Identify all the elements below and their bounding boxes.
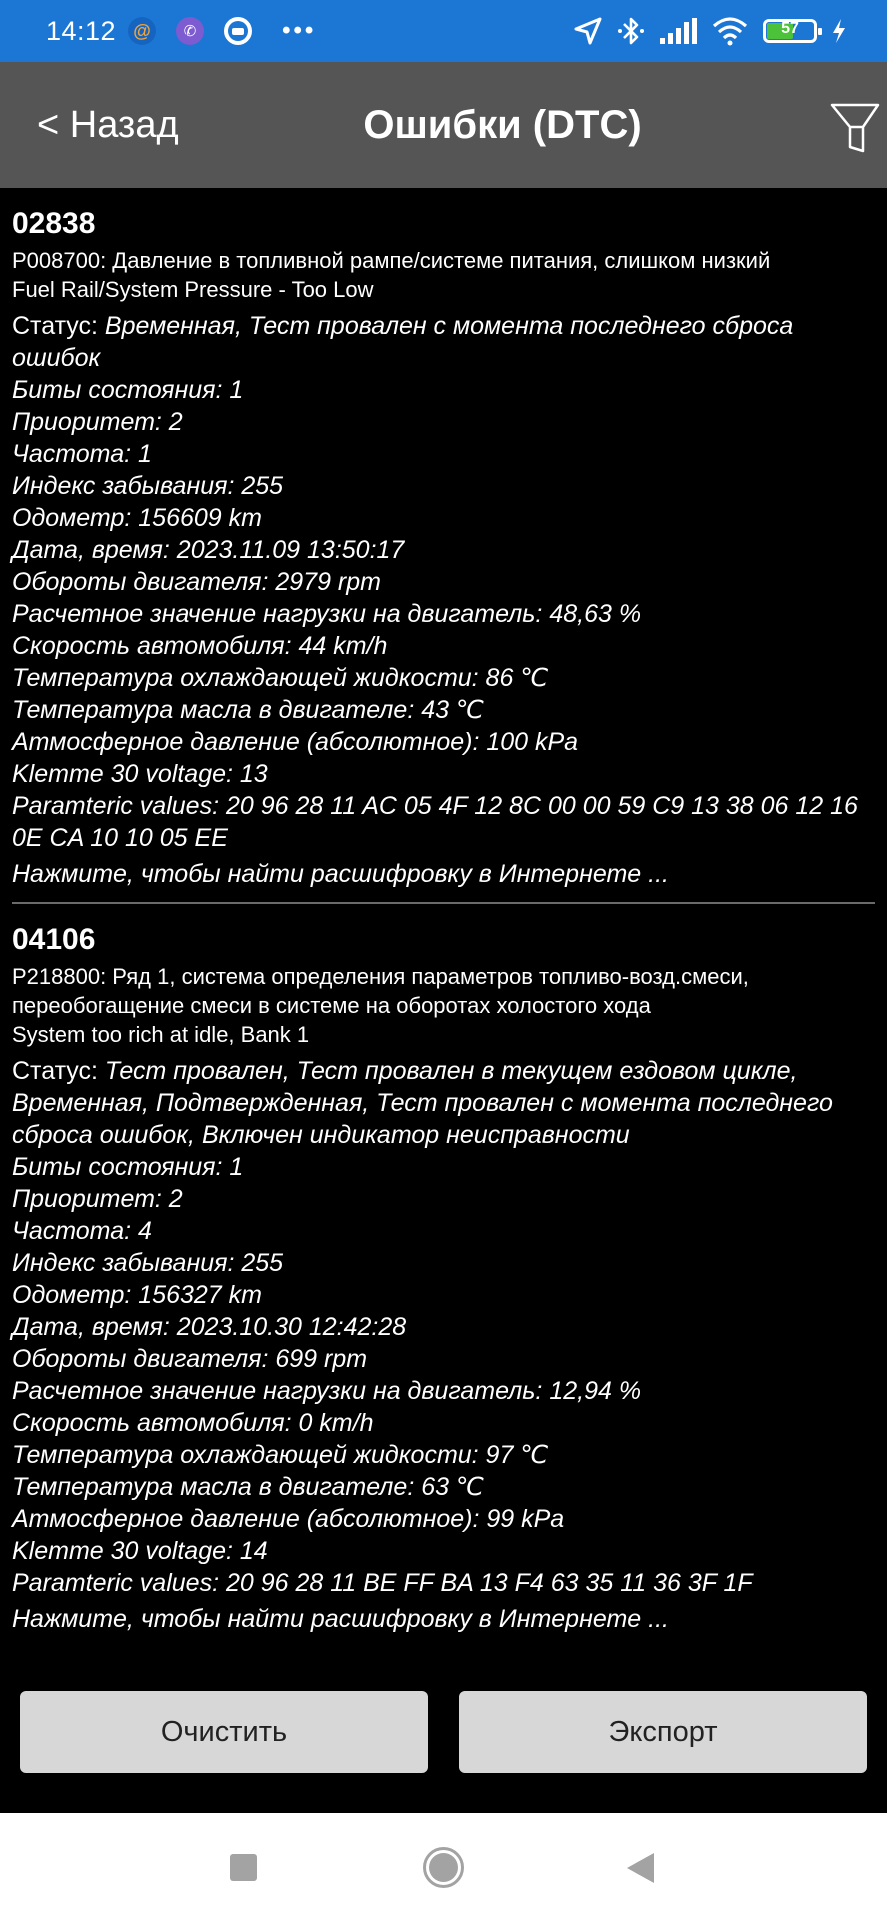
engine-load: Расчетное значение нагрузки на двигатель: 12,94 % [12,1377,642,1405]
engine-rpm: Обороты двигателя: 699 rpm [12,1345,368,1373]
battery-icon [763,19,817,43]
klemme-voltage: Klemme 30 voltage: 13 [12,760,268,788]
more-notifications-icon: ••• [282,17,317,44]
dtc-status [12,1055,875,1151]
filter-icon[interactable] [829,102,881,158]
datetime: Дата, время: 2023.10.30 12:42:28 [12,1313,407,1341]
search-online-link[interactable]: Нажмите, чтобы найти расшифровку в Интернете ... [12,860,669,888]
priority: Приоритет: 2 [12,408,183,436]
klemme-voltage: Klemme 30 voltage: 14 [12,1537,268,1565]
dtc-description-ru: P218800: Ряд 1, система определения параметров топливо-возд.смеси, переобогащение смеси в системе на оборотах холостого хода [12,964,749,1018]
dtc-status [12,310,875,374]
forget-index: Индекс забывания: 255 [12,472,284,500]
status-bits: Биты состояния: 1 [12,1153,244,1181]
signal-icon [659,18,697,44]
status-bits: Биты состояния: 1 [12,376,244,404]
bluetooth-icon [617,15,645,47]
location-icon [573,16,603,46]
dtc-description-ru: P008700: Давление в топливной рампе/системе питания, слишком низкий [12,248,771,273]
navigation-bar [0,1813,887,1920]
clear-button[interactable]: Очистить [20,1691,428,1773]
engine-rpm: Обороты двигателя: 2979 rpm [12,568,381,596]
coolant-temp: Температура охлаждающей жидкости: 97 ℃ [12,1441,549,1469]
dtc-item[interactable] [12,904,875,1635]
dtc-list[interactable] [0,188,887,1652]
dtc-description-en: System too rich at idle, Bank 1 [12,1022,310,1047]
parametric-values: Paramteric values: 20 96 28 11 AC 05 4F 12 8C 00 00 59 C9 13 38 06 12 16 0E CA 10 10 05 EE [12,792,858,852]
status-bar [0,0,887,62]
priority: Приоритет: 2 [12,1185,183,1213]
dtc-id: 04106 [12,923,96,956]
parametric-values: Paramteric values: 20 96 28 11 BE FF BA 13 F4 63 35 11 36 3F 1F [12,1569,753,1597]
clock: 14:12 [46,15,117,46]
export-button[interactable]: Экспорт [459,1691,867,1773]
status-value: Временная, Тест провален с момента последнего сброса ошибок [12,312,794,372]
frequency: Частота: 4 [12,1217,152,1245]
atmospheric-pressure: Атмосферное давление (абсолютное): 99 kPa [12,1505,565,1533]
odometer: Одометр: 156609 km [12,504,262,532]
forget-index: Индекс забывания: 255 [12,1249,284,1277]
home-icon[interactable] [423,1847,464,1888]
mail-icon: @ [128,17,156,45]
app-header [0,62,887,188]
dtc-description-en: Fuel Rail/System Pressure - Too Low [12,277,374,302]
coolant-temp: Температура охлаждающей жидкости: 86 ℃ [12,664,549,692]
datetime: Дата, время: 2023.11.09 13:50:17 [12,536,405,564]
battery-percent: 57 [781,20,799,37]
oil-temp: Температура масла в двигателе: 63 ℃ [12,1473,485,1501]
back-button[interactable]: < Назад [37,103,179,146]
atmospheric-pressure: Атмосферное давление (абсолютное): 100 kPa [12,728,579,756]
vehicle-speed: Скорость автомобиля: 0 km/h [12,1409,374,1437]
status-bar-right [573,0,847,62]
status-bar-left [46,0,316,62]
charging-icon [831,18,847,44]
search-online-link[interactable]: Нажмите, чтобы найти расшифровку в Интернете ... [12,1605,669,1633]
status-label: Статус: [12,1057,105,1085]
odometer: Одометр: 156327 km [12,1281,262,1309]
back-icon[interactable] [627,1853,654,1883]
vehicle-speed: Скорость автомобиля: 44 km/h [12,632,388,660]
engine-load: Расчетное значение нагрузки на двигатель: 48,63 % [12,600,642,628]
frequency: Частота: 1 [12,440,152,468]
recent-apps-icon[interactable] [230,1854,257,1881]
page-title: Ошибки (DTC) [363,102,642,147]
oil-temp: Температура масла в двигателе: 43 ℃ [12,696,485,724]
dtc-id: 02838 [12,207,96,240]
dtc-item[interactable] [12,188,875,890]
status-value: Тест провален, Тест провален в текущем ездовом цикле, Временная, Подтвержденная, Тест провален с момента последнего сброса ошибок, Включен индикатор неисправности [12,1057,833,1149]
status-label: Статус: [12,312,105,340]
viber-icon: ✆ [176,17,204,45]
car-app-icon [224,17,252,45]
wifi-icon [711,16,749,46]
